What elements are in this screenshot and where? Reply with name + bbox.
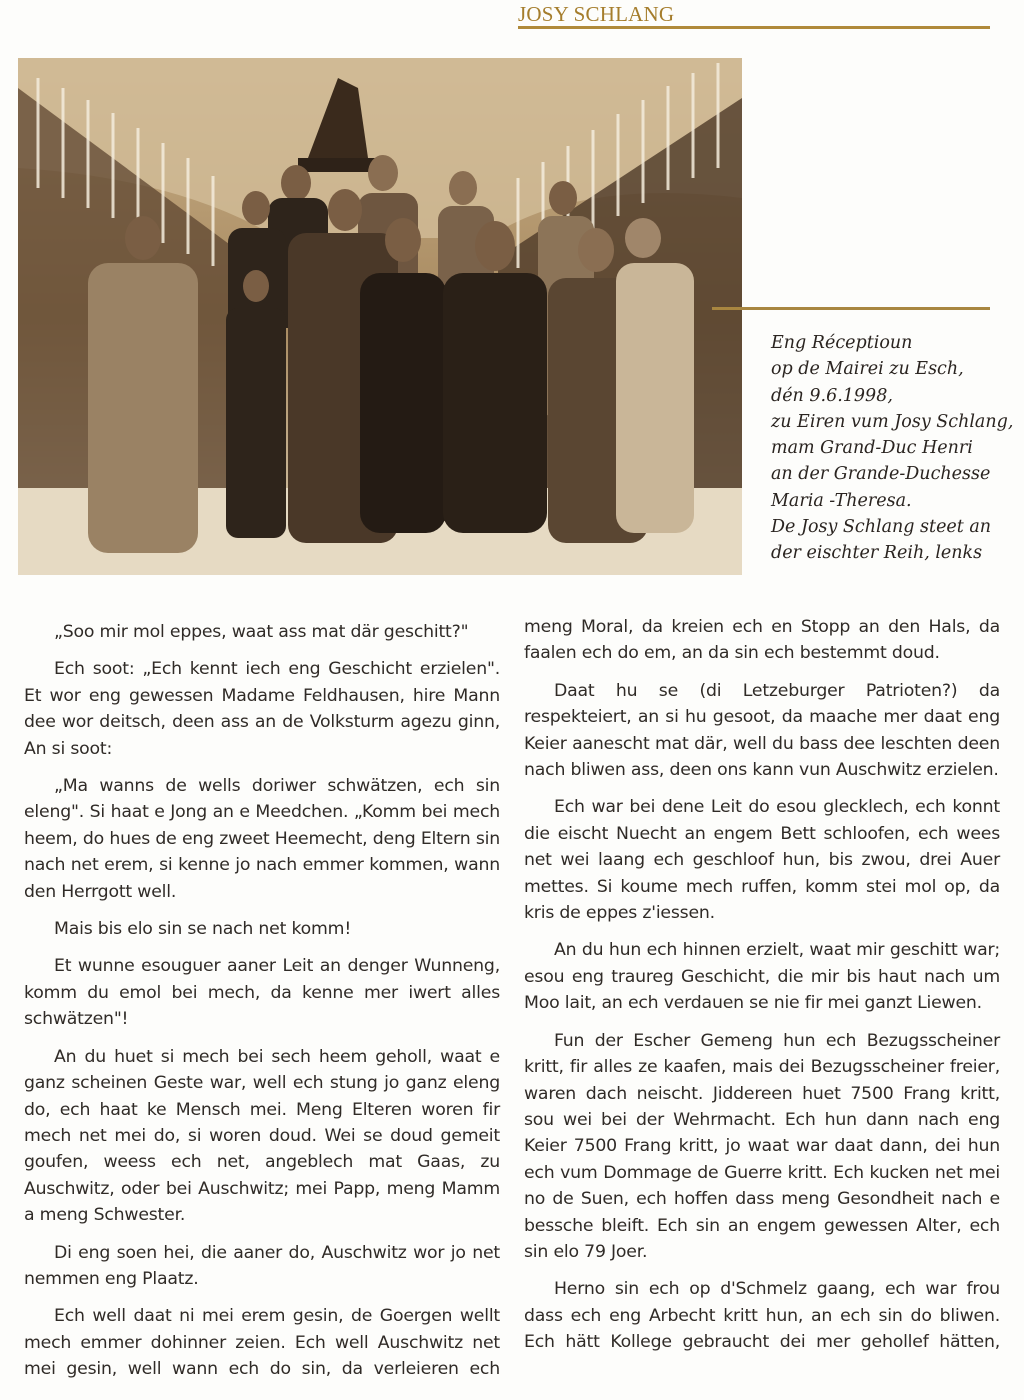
paragraph: Ech soot: „Ech kennt iech eng Geschicht erzielen". Et wor eng gewessen Madame Feldhausen, hire Mann dee wor deitsch, deen ass an de Volksturm agezu ginn, An si soot:	[24, 659, 500, 759]
running-header	[518, 2, 990, 29]
paragraph: Mais bis elo sin se nach net komm!	[54, 919, 352, 940]
paragraph: Di eng soen hei, die aaner do, Auschwitz wor jo net nemmen eng Plaatz.	[24, 1242, 500, 1289]
paragraph: Fun der Escher Gemeng hun ech Bezugsscheiner kritt, fir alles ze kaafen, mais dei Bezugsscheiner freier, waren dach neischt. Jiddereen huet 7500 Frang kritt, sou wei bei der Wehrmacht. Ech hun dann nach eng Keier 7500 Frang kritt, jo waat war daat dann, dei hun ech vum Dommage de Guerre kritt. Ech kucken net mei no de Suen, ech hoffen dass meng Gesondheit nach e bessche bleift. Ech sin an engem gewessen Alter, ech sin elo 79 Joer.	[524, 1030, 1000, 1262]
caption-line: De Josy Schlang steet an	[771, 517, 992, 538]
paragraph: Et wunne esouguer aaner Leit an denger Wunneng, komm du emol bei mech, da kenne mer iwert alles schwätzen"!	[24, 956, 500, 1030]
right-text-column	[524, 614, 1000, 1367]
caption-line: mam Grand-Duc Henri	[771, 438, 973, 459]
paragraph: Ech well daat ni mei erem gesin, de Goergen wellt mech emmer dohinner zeien. Ech well Auschwitz net mei gesin, well wann ech do sin, da verleieren ech	[24, 1306, 500, 1380]
caption-line: op de Mairei zu Esch,	[771, 359, 964, 380]
photo-illustration	[18, 58, 742, 575]
paragraph: An du huet si mech bei sech heem geholl, waat e ganz scheinen Geste war, well ech stung jo ganz eleng do, ech haat ke Mensch mei. Meng Elteren woren fir mech net mei do, si woren doud. Wei se doud gemeit goufen, weess ech net, angeblech mat Gaas, zu Auschwitz, oder bei Auschwitz; mei Papp, meng Mamm a meng Schwester.	[24, 1046, 500, 1226]
photo-caption	[771, 330, 1014, 567]
caption-line: zu Eiren vum Josy Schlang,	[771, 411, 1014, 432]
header-title: JOSY SCHLANG	[518, 2, 675, 26]
group-photo	[18, 58, 742, 575]
caption-rule	[712, 307, 990, 310]
paragraph: Herno sin ech op d'Schmelz gaang, ech war frou dass ech eng Arbecht kritt hun, an ech sin do bliwen. Ech hätt Kollege gebraucht dei mer gehollef hätten,	[524, 1279, 1000, 1353]
paragraph: An du hun ech hinnen erzielt, waat mir geschitt war; esou eng traureg Geschicht, die mir bis haut nach um Moo lait, an ech verdauen se nie fir mei ganzt Liewen.	[524, 940, 1000, 1014]
paragraph: Daat hu se (di Letzeburger Patrioten?) da respekteiert, an si hu gesoot, da maache mer daat eng Keier aanescht mat där, well du bass dee leschten deen nach bliwen ass, deen ons kann vun Auschwitz erzielen.	[524, 680, 1000, 781]
caption-line: der eischter Reih, lenks	[771, 543, 983, 564]
left-text-column	[24, 619, 500, 1394]
paragraph: Ech war bei dene Leit do esou glecklech, ech konnt die eischt Nuecht an engem Bett schloofen, ech wees net wei laang ech geschloof hun, bis zwou, drei Auer mettes. Si koume mech ruffen, komm stei mol op, da kris de eppes z'iessen.	[524, 797, 1000, 924]
paragraph: „Soo mir mol eppes, waat ass mat där geschitt?"	[54, 622, 469, 642]
caption-line: Maria -Theresa.	[771, 490, 912, 511]
caption-line: Eng Réceptioun	[771, 333, 913, 353]
caption-line: dén 9.6.1998,	[771, 385, 893, 406]
paragraph: meng Moral, da kreien ech en Stopp an den Hals, da faalen ech do em, an da sin ech bestemmt doud.	[524, 617, 1000, 664]
caption-line: an der Grande-Duchesse	[771, 464, 991, 485]
paragraph: „Ma wanns de wells doriwer schwätzen, ech sin eleng". Si haat e Jong an e Meedchen. „Komm bei mech heem, do hues de eng zweet Heemecht, deng Eltern sin nach net erem, si kenne jo nach emmer kommen, wann den Herrgott well.	[24, 776, 500, 902]
